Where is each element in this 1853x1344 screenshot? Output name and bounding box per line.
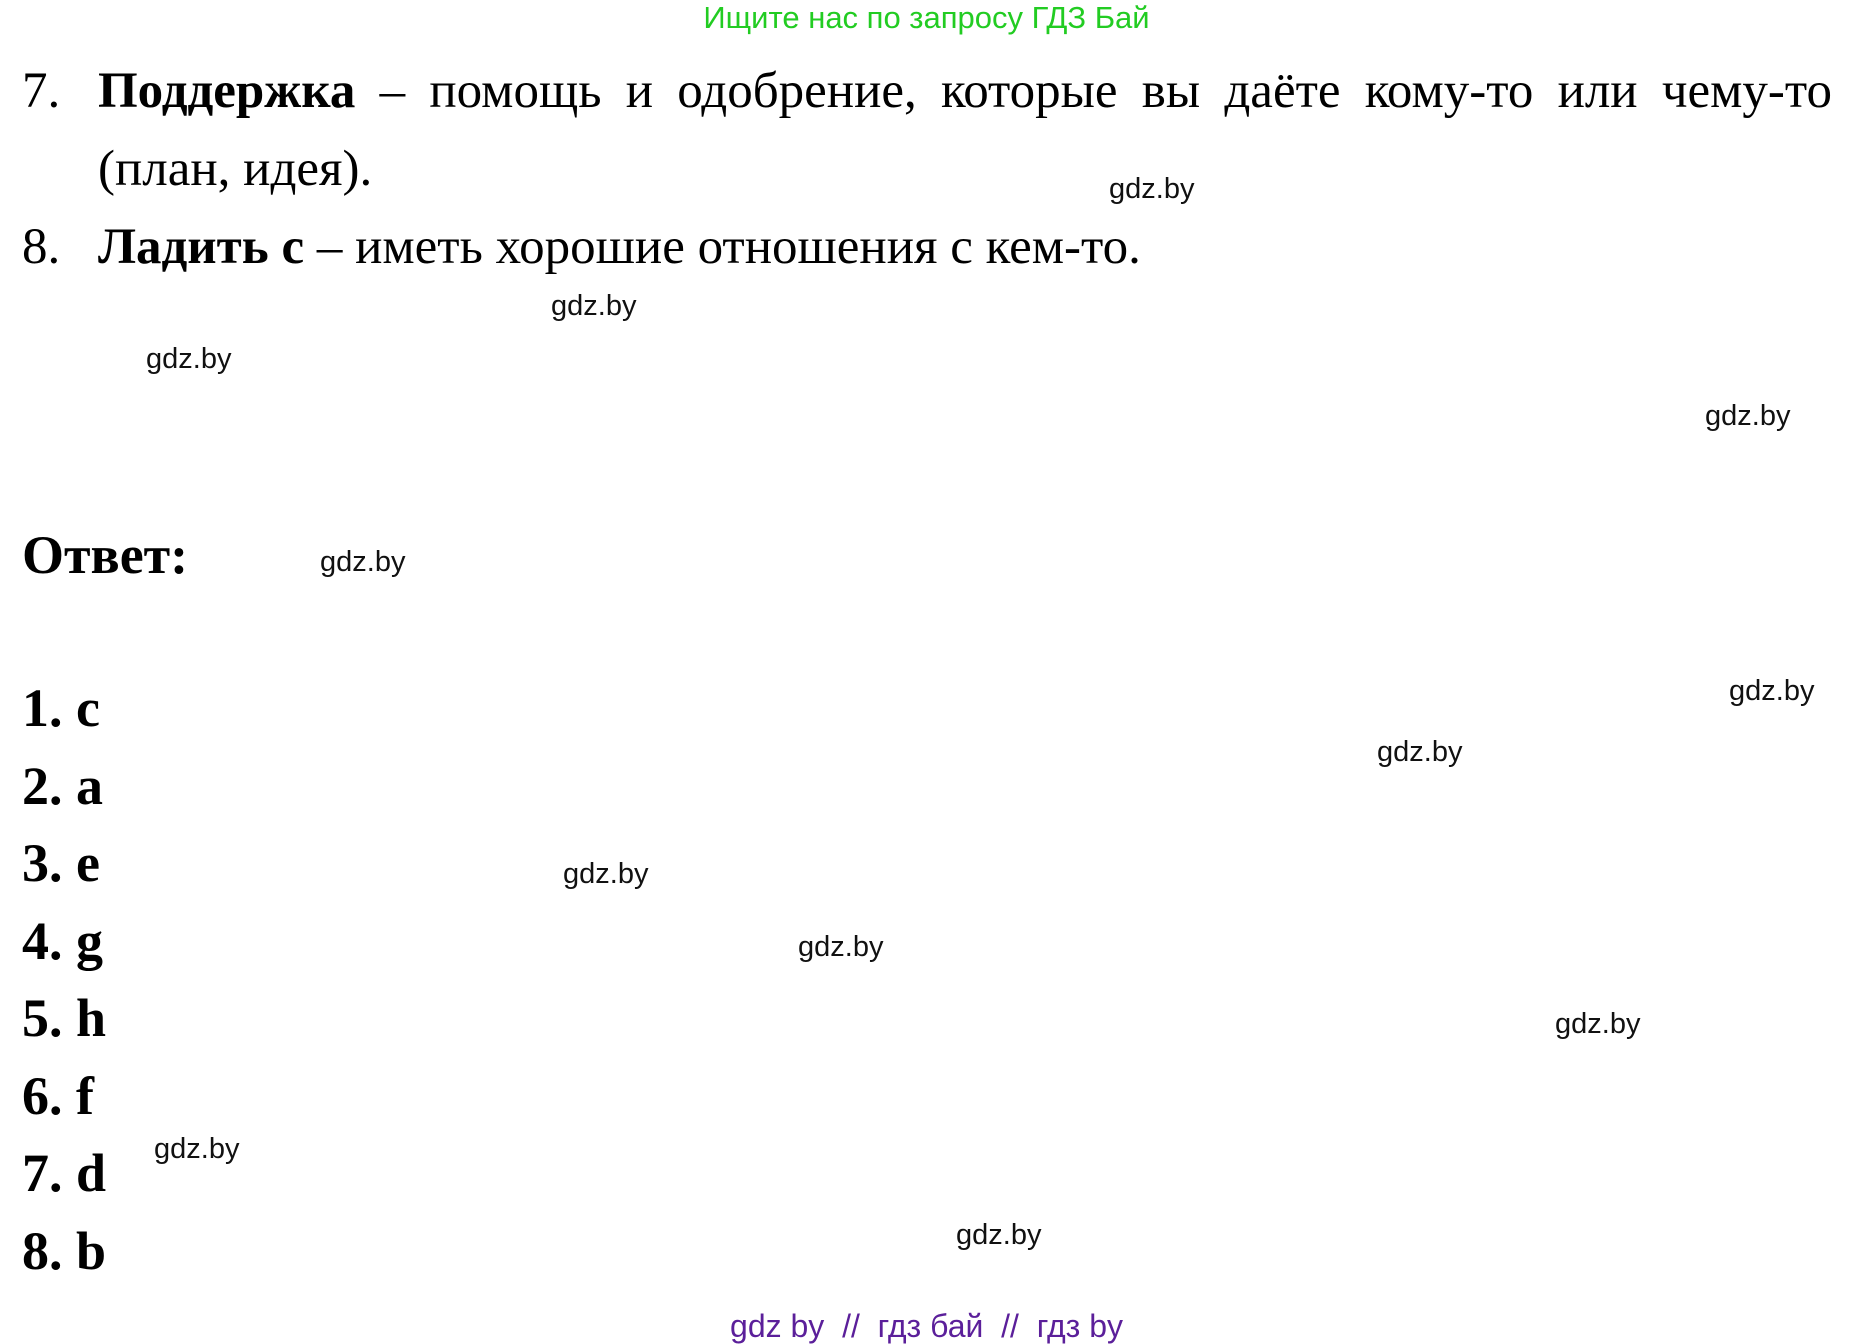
answer-number: 1. bbox=[22, 678, 63, 738]
definition-item-8 bbox=[22, 208, 1832, 286]
answer-number: 8. bbox=[22, 1220, 63, 1281]
definition-term: Поддержка bbox=[98, 63, 356, 119]
answer-row bbox=[22, 1058, 106, 1136]
definition-text: – помощь и одобрение, которые вы даёте кому-то или чему-то (план, идея). bbox=[98, 63, 1832, 197]
answer-row bbox=[22, 1213, 106, 1291]
footer-watermark: gdz by // гдз бай // гдз by bbox=[730, 1308, 1123, 1344]
answer-letter: h bbox=[76, 988, 107, 1048]
watermark-text: gdz.by bbox=[1729, 675, 1815, 707]
answer-number: 4. bbox=[22, 910, 63, 971]
answer-row bbox=[22, 670, 106, 748]
answer-heading: Ответ: bbox=[22, 525, 189, 585]
top-banner: Ищите нас по запросу ГДЗ Бай bbox=[703, 0, 1150, 35]
answer-letter: c bbox=[76, 678, 100, 738]
definition-number: 8. bbox=[22, 219, 61, 275]
watermark-text: gdz.by bbox=[320, 546, 406, 578]
watermark-text: gdz.by bbox=[798, 931, 884, 963]
answer-number: 3. bbox=[22, 833, 63, 893]
answer-row bbox=[22, 748, 106, 826]
definitions-list bbox=[22, 52, 1832, 286]
watermark-text: gdz.by bbox=[1377, 736, 1463, 768]
watermark-text: gdz.by bbox=[551, 290, 637, 322]
answer-letter: a bbox=[76, 755, 103, 816]
answer-letter: d bbox=[76, 1143, 107, 1203]
definition-item-7 bbox=[22, 52, 1832, 208]
definition-number: 7. bbox=[22, 63, 61, 119]
watermark-text: gdz.by bbox=[1555, 1008, 1641, 1040]
watermark-text: gdz.by bbox=[154, 1133, 240, 1165]
answer-number: 5. bbox=[22, 988, 63, 1048]
watermark-text: gdz.by bbox=[1109, 173, 1195, 205]
answer-letter: e bbox=[76, 833, 100, 893]
answer-row bbox=[22, 1135, 106, 1213]
watermark-text: gdz.by bbox=[563, 858, 649, 890]
answer-letter: b bbox=[76, 1220, 107, 1281]
answer-list bbox=[22, 670, 106, 1290]
answer-letter: g bbox=[76, 910, 103, 971]
definition-term: Ладить с bbox=[98, 219, 305, 275]
watermark-text: gdz.by bbox=[146, 343, 232, 375]
watermark-text: gdz.by bbox=[956, 1219, 1042, 1251]
definition-text: – иметь хорошие отношения с кем-то. bbox=[304, 219, 1141, 275]
answer-number: 6. bbox=[22, 1065, 63, 1126]
answer-row bbox=[22, 825, 106, 903]
answer-row bbox=[22, 980, 106, 1058]
watermark-text: gdz.by bbox=[1705, 400, 1791, 432]
answer-number: 7. bbox=[22, 1143, 63, 1203]
answer-letter: f bbox=[76, 1065, 94, 1126]
answer-number: 2. bbox=[22, 755, 63, 816]
answer-row bbox=[22, 903, 106, 981]
